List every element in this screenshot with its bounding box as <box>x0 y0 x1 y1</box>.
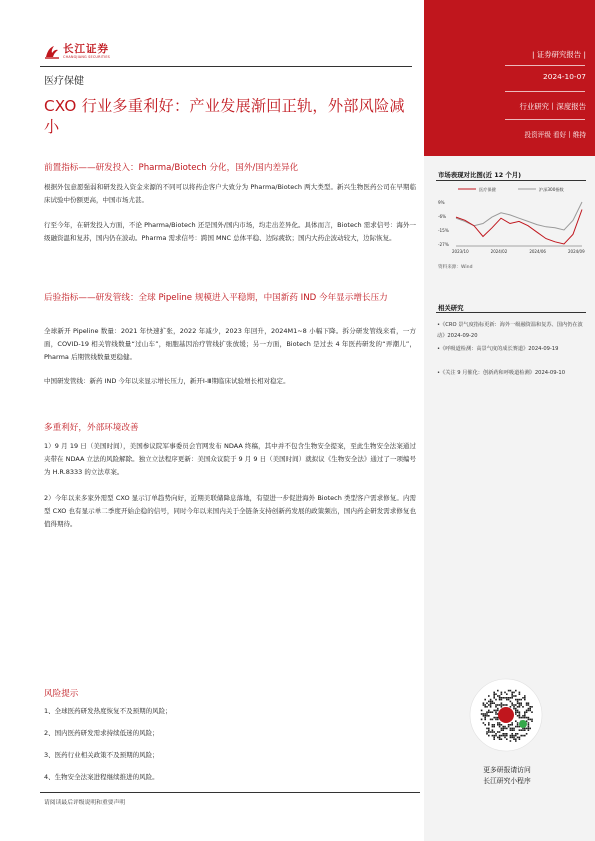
report-category: 行业研究丨深度报告 <box>519 102 586 111</box>
series-line <box>456 210 582 245</box>
related-link[interactable]: •《关注 9 月催化：创新药和呼吸道检测》2024-09-10 <box>437 370 565 376</box>
brand-name-en: CHANGJIANG SECURITIES <box>63 55 111 59</box>
brand-name: 长江证券 <box>63 43 109 55</box>
sector-label: 医疗保健 <box>44 76 84 87</box>
risk-title: 风险提示 <box>44 689 79 699</box>
qr-caption: 长江研究小程序 <box>483 777 531 785</box>
brand-logo <box>44 44 110 60</box>
disclaimer-note: 请阅读最后评级说明和重要声明 <box>44 800 126 806</box>
report-info-banner <box>424 0 595 156</box>
related-link[interactable]: •《呼吸道检测：高景气度的成长赛道》2024-09-19 <box>437 346 559 352</box>
banner-divider <box>505 119 585 120</box>
paragraph: 2）今年以来多家外需型 CXO 显示订单趋势向好，近期美联储降息落地，有望进一步促进海外 Biotech 类型客户需求修复。内需型 CXO 也有显示单二季度开始企稳的信号，同时今年以来国内关于全链条支持创新药发展的政策频出，国内药企研发需求修复也值得期待。 <box>44 494 416 528</box>
x-tick-label: 2023/10 <box>452 249 469 254</box>
section-title: 后验指标——研发管线：全球 Pipeline 规模进入平稳期，中国新药 IND 今年显示增长压力 <box>44 293 388 303</box>
paragraph: 中国研发管线：新药 IND 今年以来显示增长压力，新开Ⅰ-Ⅲ期临床试验增长相对稳定。 <box>44 377 290 385</box>
market-performance-chart <box>436 182 588 260</box>
risk-item: 1、全球医药研发热度恢复不及预期的风险； <box>44 707 172 715</box>
risk-item: 2、国内医药研发需求持续低迷的风险； <box>44 729 159 737</box>
x-tick-label: 2024/06 <box>529 249 546 254</box>
footer-divider <box>40 792 420 793</box>
report-title: CXO 行业多重利好：产业发展渐回正轨，外部风险减小 <box>44 97 405 136</box>
chart-title: 市场表现对比图(近 12 个月) <box>438 171 522 179</box>
legend-label: 医疗保健 <box>479 187 496 192</box>
qr-caption: 更多研报请访问 <box>483 766 531 774</box>
paragraph: 行至今年，在研发投入方面，不论 Pharma/Biotech 还是国外/国内市场，均走出差异化。具体而言，Biotech 需求信号：海外一级融资温和复苏，国内仍在波动。Pharma 需求信号：跨国 MNC 总体平稳、边际疲软；国内大药企波动较大，边际恢复。 <box>44 221 416 242</box>
report-type: | 证券研究报告 | <box>531 50 586 59</box>
y-tick-label: -6% <box>438 214 447 219</box>
report-date: 2024-10-07 <box>543 72 586 81</box>
chart-source: 资料来源：Wind <box>438 265 473 270</box>
y-tick-label: 9% <box>438 200 445 205</box>
section-title: 多重利好，外部环境改善 <box>44 423 139 433</box>
related-divider <box>436 312 586 313</box>
series-line <box>456 202 582 230</box>
x-tick-label: 2024/09 <box>568 249 585 254</box>
related-link[interactable]: •《CRO 景气度指标更新：海外一级融资温和复苏、国内仍在波动》2024-09-20 <box>437 322 583 340</box>
banner-divider <box>505 91 585 92</box>
legend-label: 沪深300指数 <box>539 187 564 192</box>
section-title: 前置指标——研发投入：Pharma/Biotech 分化，国外/国内差异化 <box>44 163 299 173</box>
risk-item: 3、医药行业相关政策不及预期的风险； <box>44 751 159 759</box>
paragraph: 根据外包意愿强弱和研发投入资金来源的不同可以将药企客户大致分为 Pharma/Biotech 两大类型。新兴生物医药公司在早期临床试验中份额更高，中国市场尤甚。 <box>44 183 416 204</box>
investment-rating: 投资评级 看好丨维持 <box>524 131 586 139</box>
header-divider <box>40 66 412 67</box>
chart-divider <box>436 180 586 181</box>
logo-icon <box>44 44 60 60</box>
paragraph: 1）9 月 19 日（美国时间），美国参议院军事委员会官网发布 NDAA 终稿，其中并不包含生物安全提案，至此生物安全法案通过夹带在 NDAA 立法的风险解除。独立立法程序更新：美国众议院于 9 月 9 日（美国时间）就拟议《生物安全法》通过了一项编号为 H.R.8333 的立法草案。 <box>44 442 416 476</box>
risk-item: 4、生物安全法案进程继续推进的风险。 <box>44 773 159 781</box>
mini-program-badge <box>519 720 527 728</box>
banner-divider <box>505 65 585 66</box>
qr-center-logo <box>498 707 514 723</box>
paragraph: 全球新开 Pipeline 数量：2021 年快速扩张，2022 年减少，2023 年回升，2024M1~8 小幅下降。拆分研发管线来看，一方面，COVID-19 相关管线数量“过山车”，细胞基因治疗管线扩张放缓；另一方面，Biotech 是过去 4 年医药研发的“弄潮儿”，Pharma 后期管线数量更稳健。 <box>44 327 416 361</box>
related-title: 相关研究 <box>438 304 464 312</box>
y-tick-label: -15% <box>438 228 449 233</box>
qr-code[interactable] <box>469 678 543 752</box>
x-tick-label: 2024/02 <box>490 249 508 254</box>
y-tick-label: -27% <box>438 242 449 247</box>
